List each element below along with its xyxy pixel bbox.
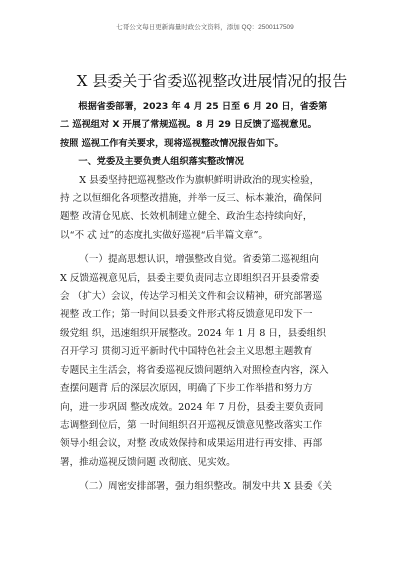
paragraph-line: 召开学习 贯彻习近平新时代中国特色社会主义思想主题教育 [60, 346, 313, 358]
paragraph-line: 领导小组会议，对整 改成效保持和成果运用进行再安排、再部 [60, 438, 323, 450]
paragraph-line: 查摆问题背 后的深层次原因，明确了下步工作举措和努力方 [60, 383, 313, 395]
paragraph-line: 志调整到位后，第 一时间组织召开巡视反馈意见整改落实工作 [60, 419, 323, 431]
paragraph-line: 向，进一步巩固 整改成效。2024 年 7 月份，县委主要负责同 [60, 401, 324, 413]
paragraph-line: 会 （扩大）会议，传达学习相关文件和会议精神，研究部署巡 [60, 291, 323, 303]
paragraph-line: 题整 改清仓见底、长效机制建立健全、政治生态持续向好， [60, 211, 313, 223]
intro-line: 二 巡视组对 X 开展了常规巡视。8 月 29 日反馈了巡视意见。 [60, 119, 317, 131]
document-body [60, 98, 360, 497]
paragraph-line: 署，推动巡视反馈问题 改彻底、见实效。 [60, 456, 236, 468]
section-heading: 一、党委及主要负责人组织落实整改情况 [78, 156, 244, 168]
paragraph-line: X 县委坚持把巡视整改作为旗帜鲜明讲政治的现实检验， [79, 174, 320, 186]
paragraph-line: （一）提高思想认识，增强整改自觉。省委第二巡视组向 [79, 254, 320, 266]
paragraph-line: 以“不 忒 过”的态度扎实做好巡视“后半篇文章”。 [60, 229, 268, 241]
paragraph-line: 持 之以恒细化各项整改措施，并举一反三、标本兼治，确保问 [60, 193, 323, 205]
paragraph-line: 级党组 织，迅速组织开展整改。2024 年 1 月 8 日，县委组织 [60, 327, 326, 339]
document-title: X 县委关于省委巡视整改进展情况的报告 [76, 72, 348, 90]
header-notice: 七哥公文每日更新海量时政公文资料，添加 QQ：2500117509 [116, 24, 294, 31]
paragraph-line: 视整 改工作；第一时间以县委文件形式将反馈意见印发下一 [60, 309, 313, 321]
paragraph-line: 专题民主生活会，将省委巡视反馈问题纳入对照检查内容，深入 [60, 364, 329, 376]
intro-line: 根据省委部署，2023 年 4 月 25 日至 6 月 20 日，省委第 [78, 101, 328, 112]
paragraph-line: （二）周密安排部署，强力组织整改。制发中共 X 县委《关 [79, 481, 332, 493]
intro-line: 按照 巡视工作有关要求，现将巡视整改情况报告如下。 [60, 137, 284, 149]
paragraph-line: X 反馈巡视意见后，县委主要负责同志立即组织召开县委常委 [60, 272, 320, 284]
